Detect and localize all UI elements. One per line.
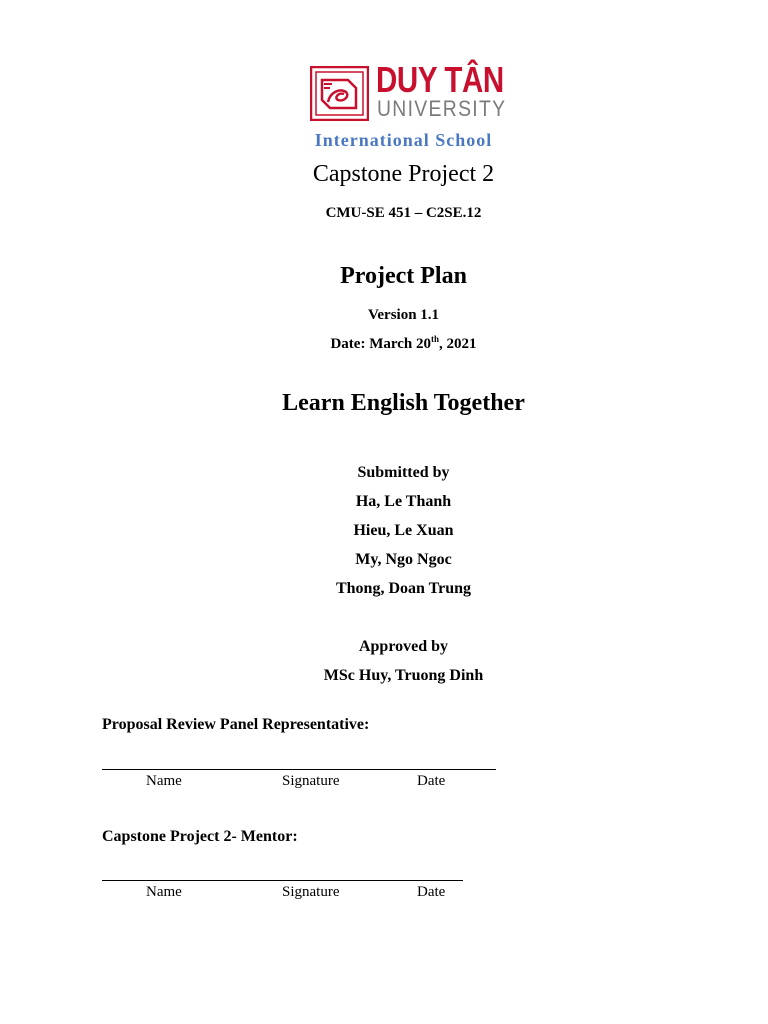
member-name: Hieu, Le Xuan (353, 522, 454, 539)
school-name: International School (314, 130, 493, 150)
signature-line (102, 769, 496, 770)
university-logo (310, 59, 507, 122)
logo-name: DUY TÂN (376, 59, 504, 100)
member-name: Ha, Le Thanh (355, 493, 452, 510)
date-suffix: , 2021 (439, 336, 477, 352)
date-prefix: Date: March 20 (330, 336, 431, 352)
approved-by-label: Approved by (358, 638, 449, 655)
name-label: Name (146, 884, 182, 900)
version-label: Version 1.1 (367, 307, 440, 323)
mentor-label: Capstone Project 2- Mentor: (102, 828, 298, 845)
date-field-label: Date (417, 773, 446, 789)
signature-label: Signature (282, 773, 340, 789)
member-name: Thong, Doan Trung (335, 580, 471, 597)
signature-line (102, 880, 463, 881)
date-label (0, 334, 768, 353)
submitted-by-label: Submitted by (357, 464, 450, 481)
document-title: Project Plan (340, 263, 467, 289)
duy-tan-emblem-icon (310, 66, 369, 121)
course-title: Capstone Project 2 (312, 161, 495, 187)
name-label: Name (146, 773, 182, 789)
course-code: CMU-SE 451 – C2SE.12 (325, 205, 482, 221)
project-name: Learn English Together (282, 390, 525, 416)
member-name: My, Ngo Ngoc (355, 551, 452, 568)
date-field-label: Date (417, 884, 446, 900)
signature-label: Signature (282, 884, 340, 900)
review-panel-label: Proposal Review Panel Representative: (102, 716, 370, 733)
date-superscript: th (431, 334, 440, 344)
logo-subtitle: UNIVERSITY (377, 96, 507, 121)
approver-name: MSc Huy, Truong Dinh (323, 667, 484, 684)
